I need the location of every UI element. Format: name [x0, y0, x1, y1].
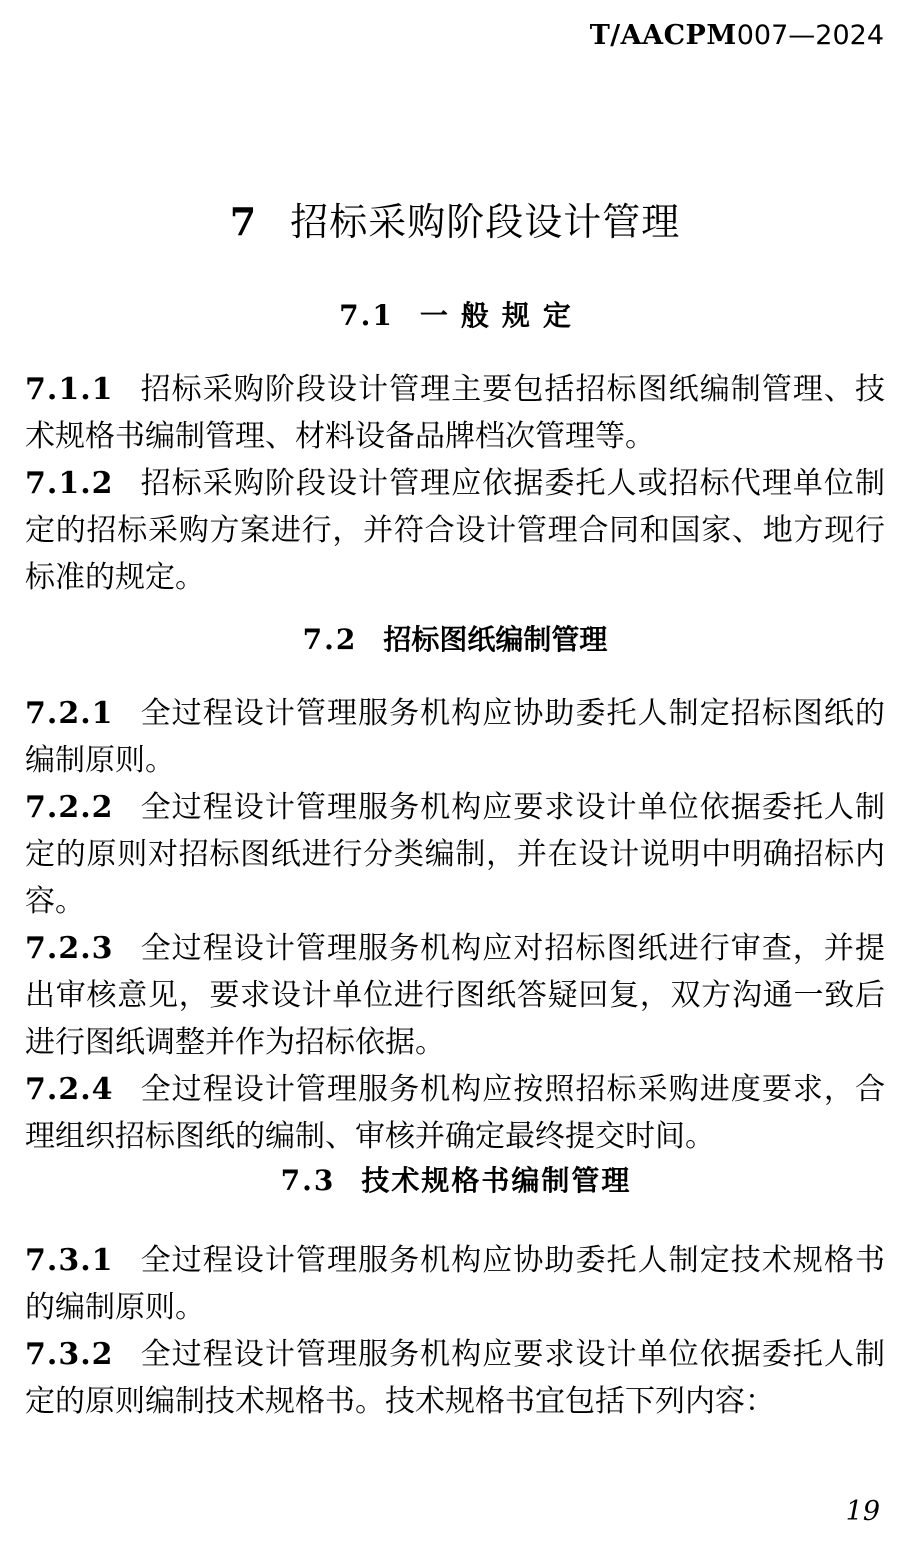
clause-7-2-1 [25, 690, 885, 784]
clause-number-7-3-1: 7.3.1 [25, 1243, 114, 1278]
section-heading-7-2 [25, 622, 885, 658]
chapter-title-text: 招标采购阶段设计管理 [290, 200, 681, 244]
section-number-7-1: 7.1 [339, 299, 394, 332]
section-number-7-3: 7.3 [280, 1164, 336, 1197]
clause-7-2-2 [25, 784, 885, 925]
clause-text-7-3-1: 全过程设计管理服务机构应协助委托人制定技术规格书的编制原则。 [25, 1243, 885, 1325]
chapter-title [25, 198, 885, 247]
clause-7-1-1 [25, 366, 885, 460]
section-title-7-1: 一般规定 [419, 299, 584, 332]
page-number: 19 [845, 1496, 880, 1527]
clause-number-7-2-1: 7.2.1 [25, 696, 114, 731]
clause-text-7-2-4: 全过程设计管理服务机构应按照招标采购进度要求，合理组织招标图纸的编制、审核并确定最终提交时间。 [25, 1072, 885, 1154]
clause-number-7-2-3: 7.2.3 [25, 931, 114, 966]
clause-number-7-1-2: 7.1.2 [25, 466, 114, 501]
clause-7-3-2 [25, 1331, 885, 1425]
clause-number-7-3-2: 7.3.2 [25, 1337, 114, 1372]
section-heading-7-3 [25, 1163, 885, 1199]
clause-text-7-2-1: 全过程设计管理服务机构应协助委托人制定招标图纸的编制原则。 [25, 696, 885, 778]
clause-number-7-1-1: 7.1.1 [25, 372, 114, 407]
clause-text-7-1-2: 招标采购阶段设计管理应依据委托人或招标代理单位制定的招标采购方案进行，并符合设计管理合同和国家、地方现行标准的规定。 [25, 466, 885, 595]
clause-text-7-2-3: 全过程设计管理服务机构应对招标图纸进行审查，并提出审核意见，要求设计单位进行图纸答疑回复，双方沟通一致后进行图纸调整并作为招标依据。 [25, 931, 885, 1060]
clause-7-2-3 [25, 925, 885, 1066]
standard-number: 007—2024 [736, 20, 884, 51]
chapter-number: 7 [229, 199, 257, 244]
clause-text-7-3-2: 全过程设计管理服务机构应要求设计单位依据委托人制定的原则编制技术规格书。技术规格书宜包括下列内容： [25, 1337, 885, 1419]
section-number-7-2: 7.2 [302, 623, 358, 656]
clause-text-7-1-1: 招标采购阶段设计管理主要包括招标图纸编制管理、技术规格书编制管理、材料设备品牌档次管理等。 [25, 372, 885, 454]
clause-7-1-2 [25, 460, 885, 601]
clause-7-2-4 [25, 1066, 885, 1160]
standard-code: T/AACPM [589, 20, 737, 51]
section-heading-7-1 [25, 298, 885, 334]
clause-number-7-2-2: 7.2.2 [25, 790, 114, 825]
section-title-7-2: 招标图纸编制管理 [383, 623, 608, 656]
clause-7-3-1 [25, 1237, 885, 1331]
running-header [24, 20, 884, 52]
clause-number-7-2-4: 7.2.4 [25, 1072, 114, 1107]
section-title-7-3: 技术规格书编制管理 [361, 1164, 632, 1197]
clause-text-7-2-2: 全过程设计管理服务机构应要求设计单位依据委托人制定的原则对招标图纸进行分类编制，并在设计说明中明确招标内容。 [25, 790, 885, 919]
